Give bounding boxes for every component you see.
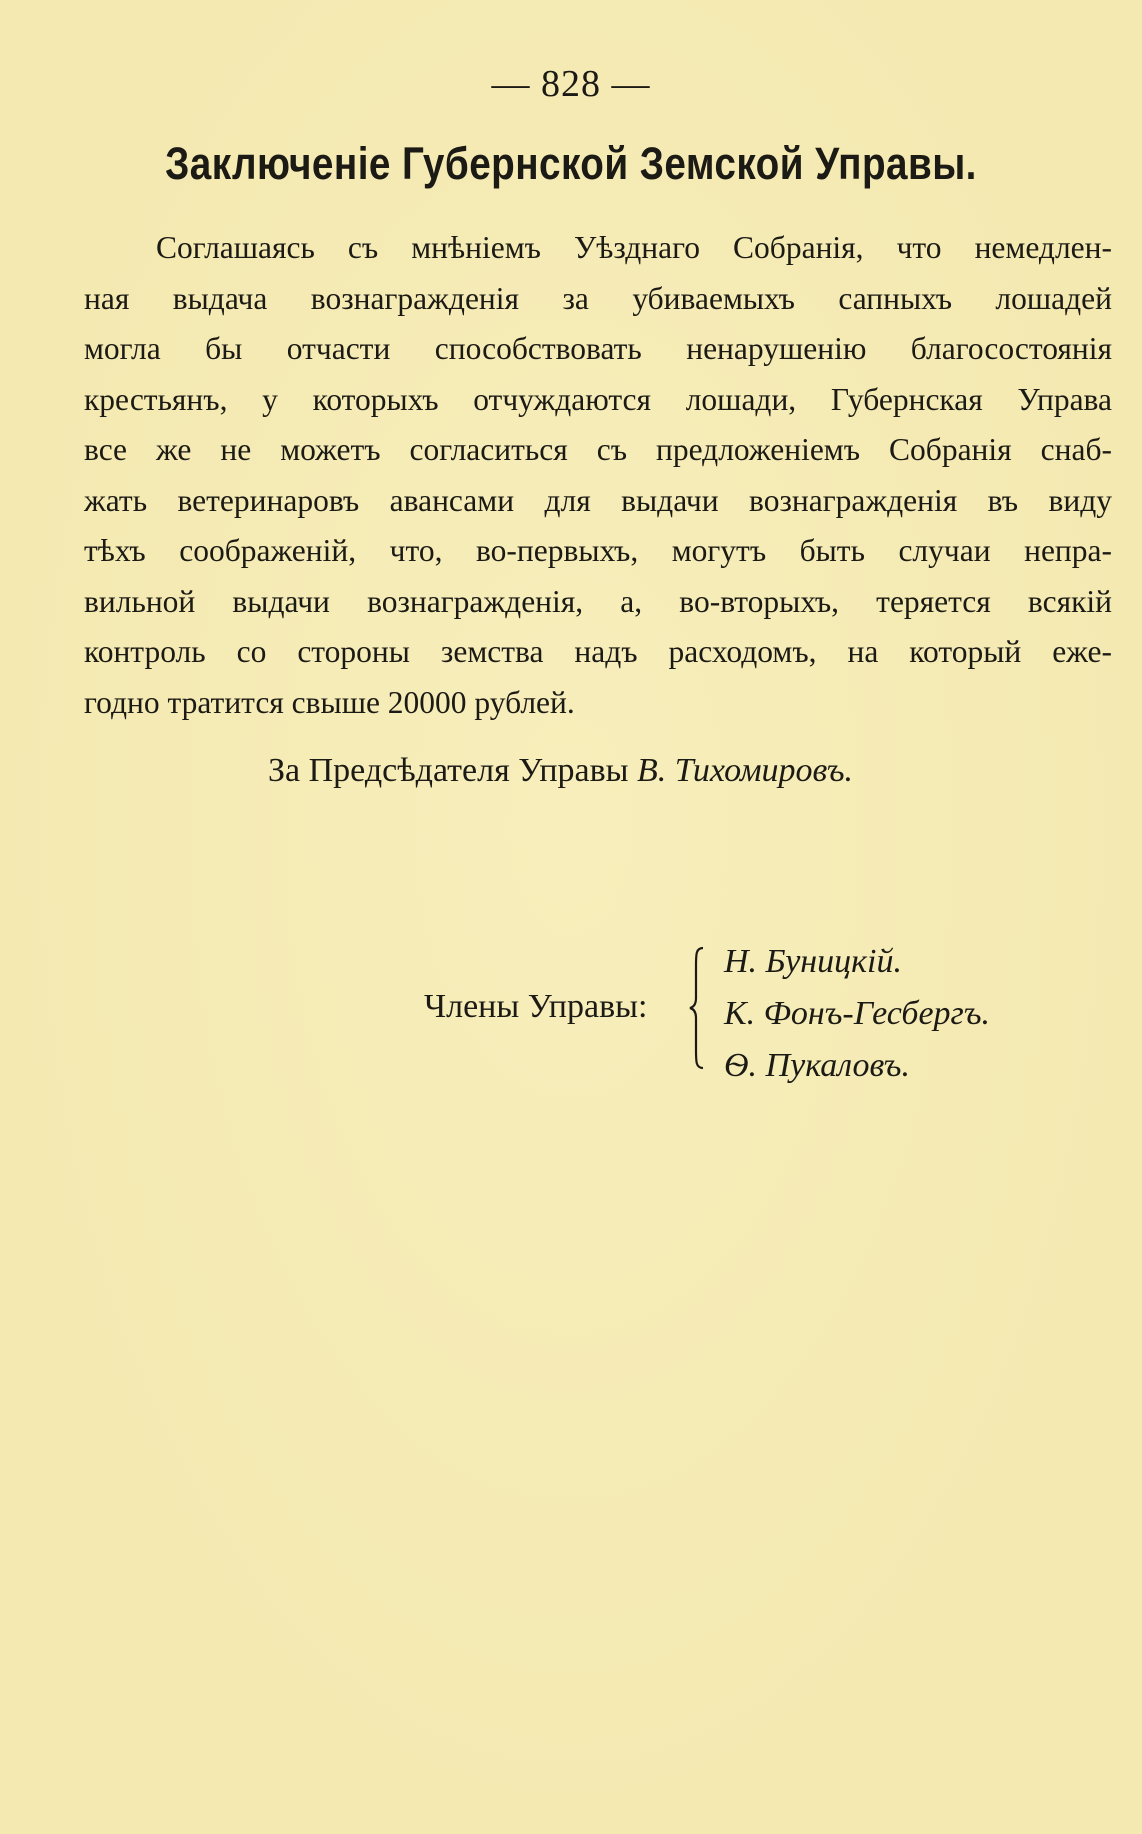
paragraph-line: вильной выдачи вознагражденія, а, во-вторыхъ, теряется всякій <box>84 583 1112 619</box>
paragraph-line: жать ветеринаровъ авансами для выдачи вознагражденія въ виду <box>84 482 1112 518</box>
paragraph-line: ная выдача вознагражденія за убиваемыхъ сапныхъ лошадей <box>84 280 1112 316</box>
paragraph-line: все же не можетъ согласиться съ предложеніемъ Собранія снаб- <box>84 432 1112 467</box>
chairman-signature <box>268 752 853 790</box>
paragraph-line: Соглашаясь съ мнѣніемъ Уѣзднаго Собранія, что немедлен- <box>156 230 1112 265</box>
body-paragraph <box>84 223 1112 728</box>
paragraph-line: могла бы отчасти способствовать ненарушенію благосостоянія <box>84 331 1112 366</box>
member-name: Н. Буницкій. <box>724 943 903 980</box>
page-number: — 828 — <box>491 63 651 105</box>
paragraph-line: контроль со стороны земства надъ расходомъ, на который еже- <box>84 634 1112 669</box>
paragraph-line: годно тратится свыше 20000 рублей. <box>84 684 575 720</box>
signature-name: В. Тихомировъ. <box>637 752 853 789</box>
section-heading: Заключеніе Губернской Земской Управы. <box>165 138 977 189</box>
signature-prefix: За Предсѣдателя Управы <box>268 752 629 789</box>
member-name: К. Фонъ-Гесбергъ. <box>724 995 990 1032</box>
member-name: Ѳ. Пукаловъ. <box>724 1047 910 1084</box>
members-label: Члены Управы: <box>424 988 648 1025</box>
paragraph-line: крестьянъ, у которыхъ отчуждаются лошади, Губернская Управа <box>84 381 1112 417</box>
paragraph-line: тѣхъ соображеній, что, во-первыхъ, могутъ быть случаи непра- <box>84 533 1112 568</box>
curly-brace-icon <box>688 946 706 1070</box>
members-list <box>724 936 990 1092</box>
